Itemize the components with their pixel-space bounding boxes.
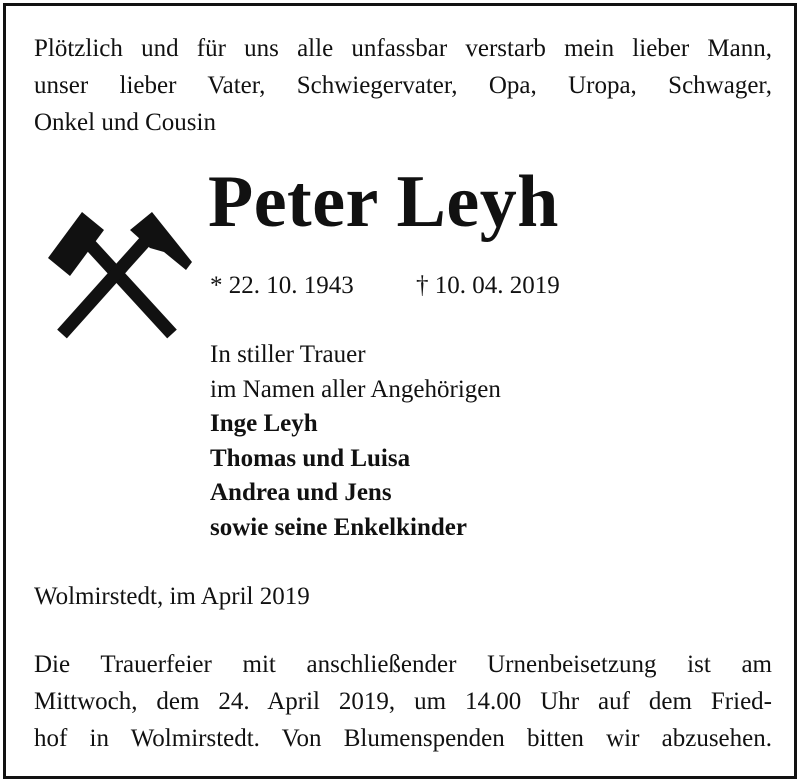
place-date: Wolmirstedt, im April 2019: [34, 583, 310, 610]
mourners-block: [210, 338, 501, 545]
intro-line: Onkel und Cousin: [34, 109, 216, 136]
notice-line: Die Trauerfeier mit anschließender Urnenbeisetzung ist am: [34, 651, 772, 678]
mourner-name: Inge Leyh: [210, 410, 318, 437]
mourner-name: sowie seine Enkelkinder: [210, 513, 467, 541]
hammer-and-pick-icon: [44, 208, 196, 340]
mourner-name: Andrea und Jens: [210, 479, 392, 506]
intro-text: [34, 30, 772, 141]
death-date: † 10. 04. 2019: [416, 272, 560, 299]
notice-line: Mittwoch, dem 24. April 2019, um 14.00 Uhr auf dem Fried-: [34, 688, 772, 715]
mourner-name: Thomas und Luisa: [210, 444, 411, 472]
deceased-name: Peter Leyh: [208, 161, 559, 243]
mourners-intro-line: im Namen aller Angehörigen: [210, 375, 501, 403]
intro-line: unser lieber Vater, Schwiegervater, Opa, Uropa, Schwager,: [34, 72, 772, 99]
notice-line: hof in Wolmirstedt. Von Blumenspenden bitten wir abzusehen.: [34, 725, 772, 752]
life-dates: [210, 270, 560, 302]
birth-date: * 22. 10. 1943: [210, 272, 354, 299]
mourners-intro-line: In stiller Trauer: [210, 341, 366, 368]
funeral-notice: [34, 646, 772, 757]
intro-line: Plötzlich und für uns alle unfassbar verstarb mein lieber Mann,: [34, 35, 772, 62]
